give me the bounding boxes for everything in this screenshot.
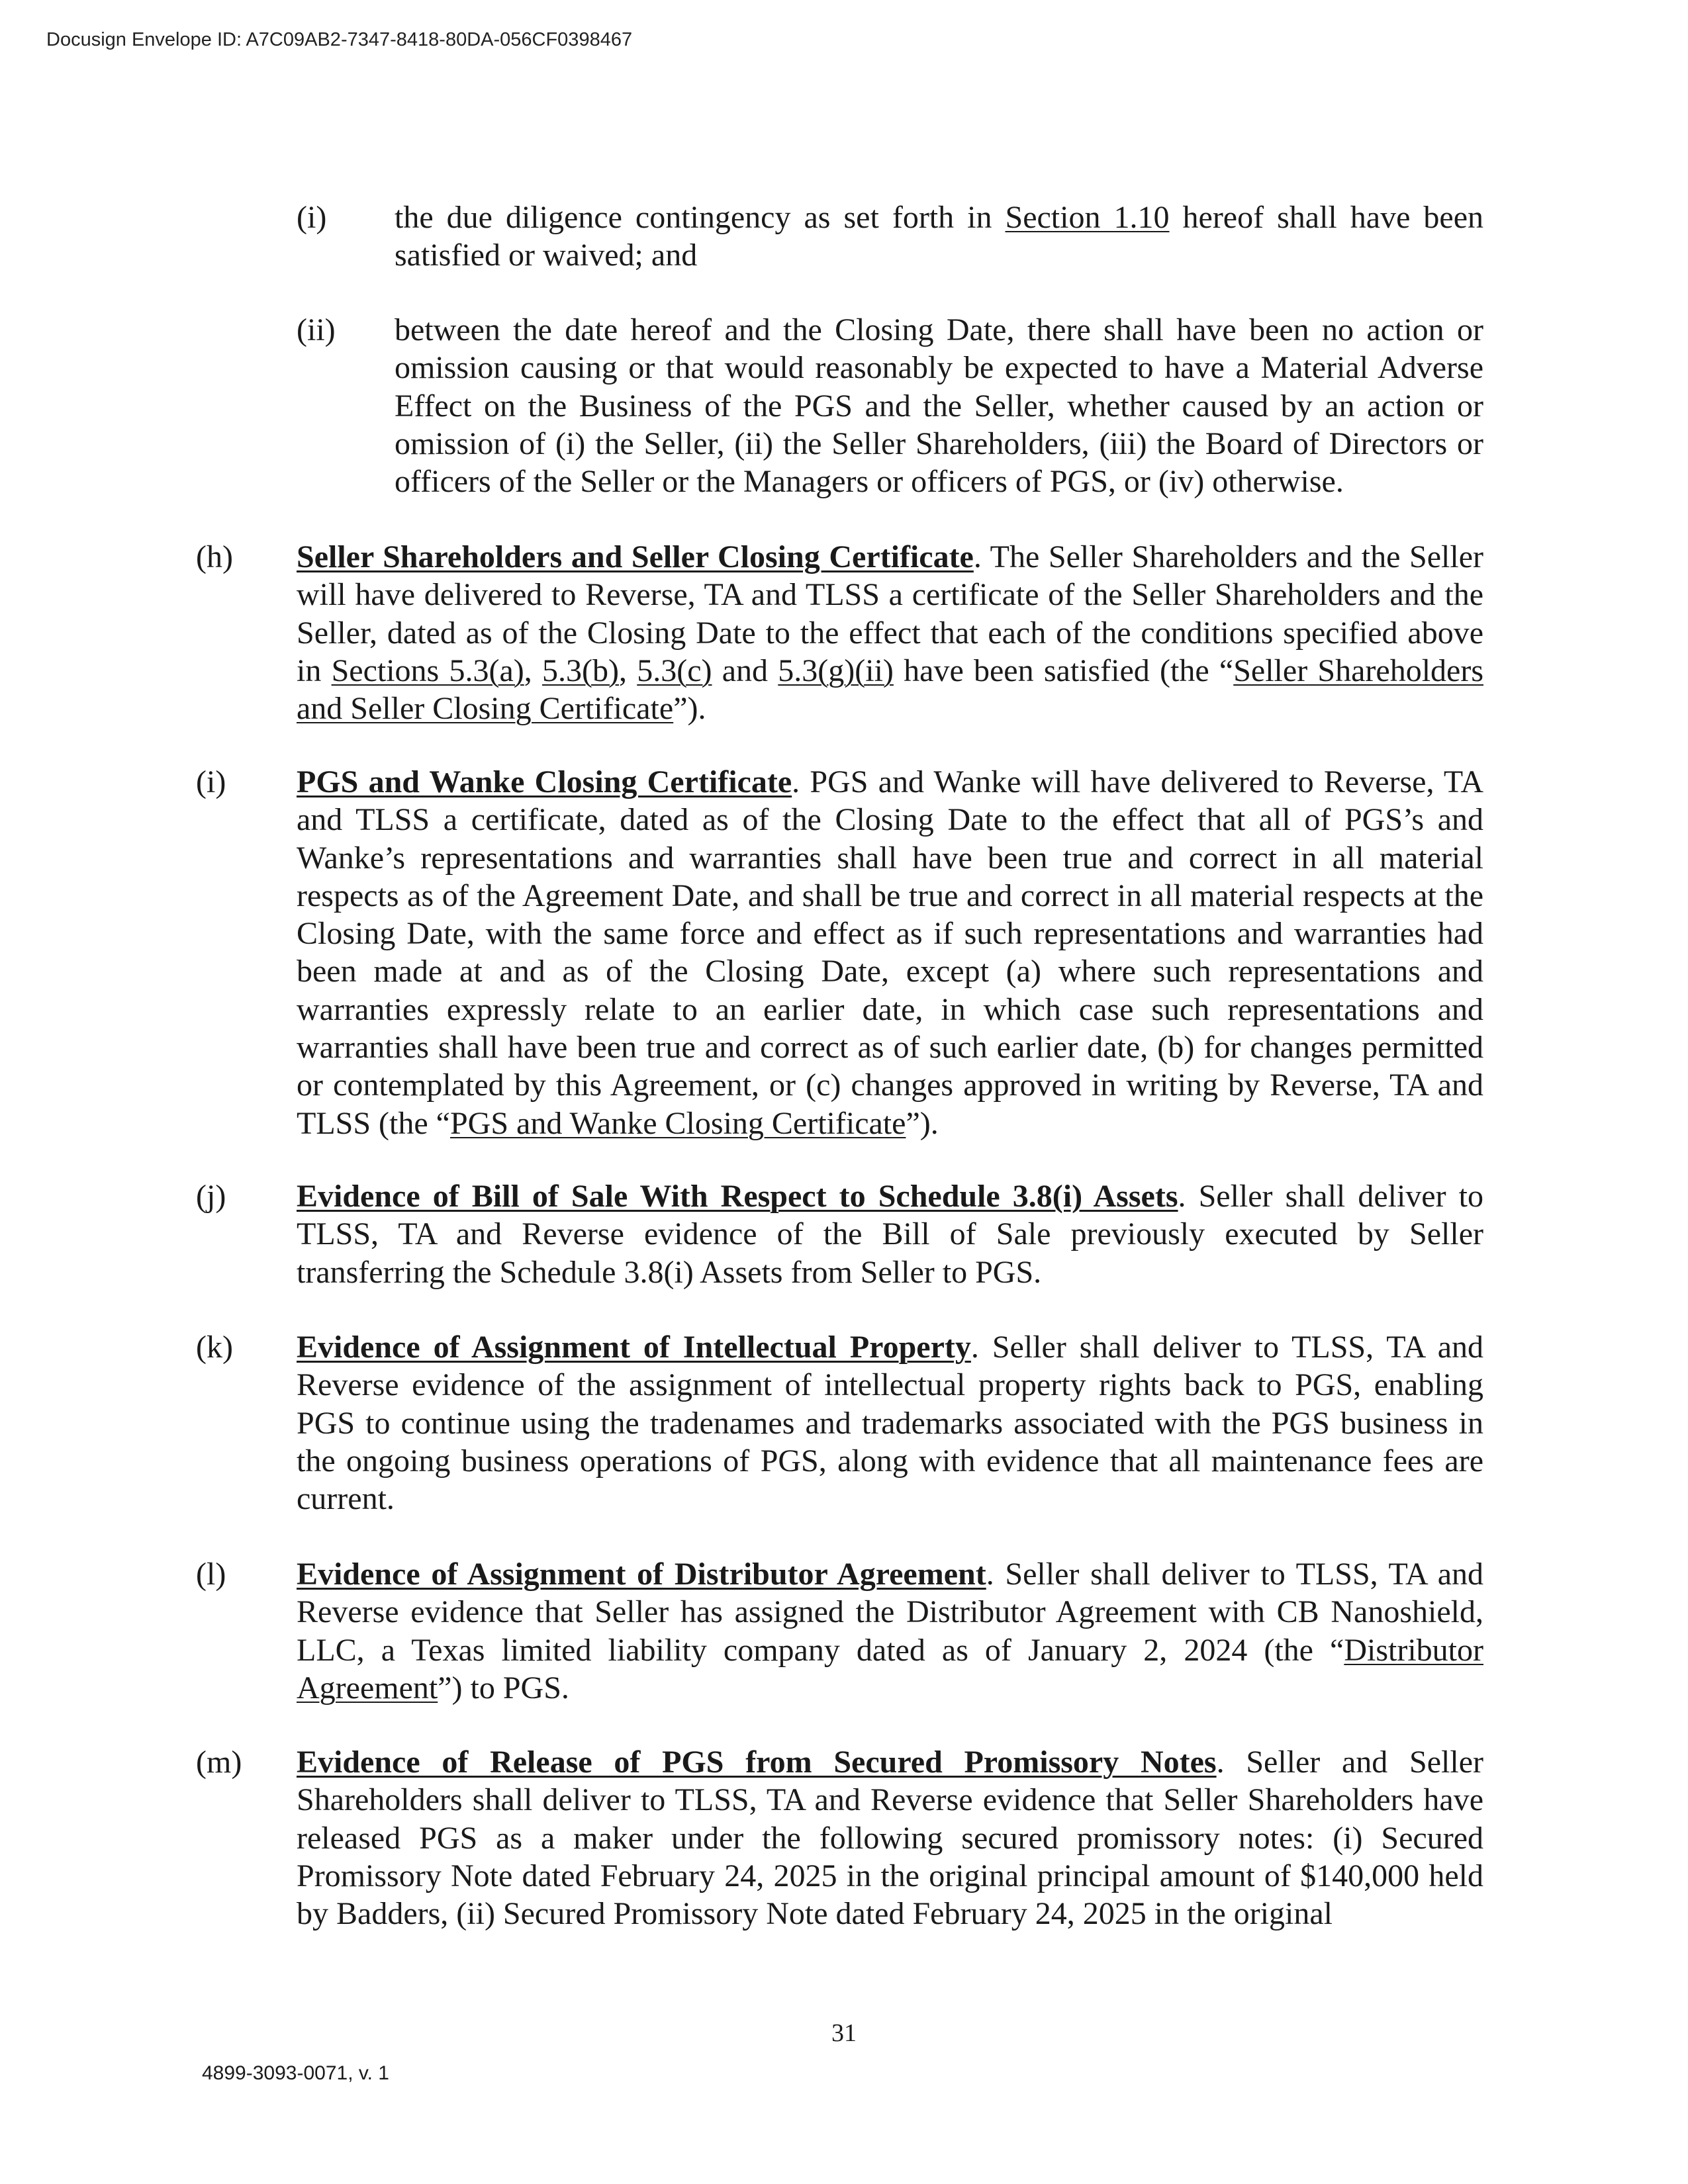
section-reference: Section 1.10: [1005, 200, 1170, 235]
subitem-text: the due diligence contingency as set forth in Section 1.10 hereof shall have been satisfied or waived; and: [395, 200, 1484, 273]
document-id: 4899-3093-0071, v. 1: [202, 2062, 389, 2084]
paragraph-number: (j): [196, 1179, 226, 1214]
defined-term: Distributor Agreement: [297, 1632, 1483, 1706]
section-reference: Sections 5.3(a): [331, 653, 524, 688]
paragraph-text: Seller Shareholders and Seller Closing Certificate. The Seller Shareholders and the Seller will have delivered to Reverse, TA and TLSS a certificate of the Seller Shareholders and the Seller, dated as of the Closing Date to the effect that each of the conditions specified above in Sections 5.3(a), 5.3(b), 5.3(c) and 5.3(g)(ii) have been satisfied (the “Seller Shareholders and Seller Closing Certificate”).: [297, 539, 1484, 727]
paragraph-heading: PGS and Wanke Closing Certificate: [297, 764, 792, 799]
paragraph-number: (m): [196, 1745, 242, 1780]
paragraph-number: (i): [196, 764, 226, 799]
paragraph-heading: Evidence of Assignment of Intellectual Property: [297, 1330, 971, 1365]
paragraph-number: (l): [196, 1557, 226, 1592]
paragraph-heading: Evidence of Release of PGS from Secured Promissory Notes: [297, 1745, 1217, 1780]
paragraph-text: Evidence of Assignment of Intellectual Property. Seller shall deliver to TLSS, TA and Reverse evidence of the assignment of intellectual property rights back to PGS, enabling PGS to continue using the tradenames and trademarks associated with the PGS business in the ongoing business operations of PGS, along with evidence that all maintenance fees are current.: [297, 1330, 1483, 1517]
paragraph-heading: Seller Shareholders and Seller Closing Certificate: [297, 539, 974, 574]
section-reference: 5.3(b): [542, 653, 619, 688]
subitem-number: (i): [297, 200, 327, 235]
defined-term: Seller Shareholders and Seller Closing Certificate: [297, 653, 1484, 727]
paragraph-heading: Evidence of Assignment of Distributor Agreement: [297, 1557, 986, 1592]
paragraph-text: Evidence of Assignment of Distributor Agreement. Seller shall deliver to TLSS, TA and Reverse evidence that Seller has assigned the Distributor Agreement with CB Nanoshield, LLC, a Texas limited liability company dated as of January 2, 2024 (the “Distributor Agreement”) to PGS.: [297, 1557, 1483, 1706]
section-reference: 5.3(g)(ii): [778, 653, 894, 688]
subitem-text: between the date hereof and the Closing Date, there shall have been no action or omission causing or that would reasonably be expected to have a Material Adverse Effect on the Business of the PGS and the Seller, whether caused by an action or omission of (i) the Seller, (ii) the Seller Shareholders, (iii) the Board of Directors or officers of the Seller or the Managers or officers of PGS, or (iv) otherwise.: [395, 312, 1483, 500]
paragraph-number: (h): [196, 539, 233, 574]
envelope-id: Docusign Envelope ID: A7C09AB2-7347-8418-80DA-056CF0398467: [46, 29, 633, 50]
paragraph-heading: Evidence of Bill of Sale With Respect to Schedule 3.8(i) Assets: [297, 1179, 1178, 1214]
paragraph-text: Evidence of Release of PGS from Secured Promissory Notes. Seller and Seller Shareholders shall deliver to TLSS, TA and Reverse evidence that Seller Shareholders have released PGS as a maker under the following secured promissory notes: (i) Secured Promissory Note dated February 24, 2025 in the original principal amount of $140,000 held by Badders, (ii) Secured Promissory Note dated February 24, 2025 in the original: [297, 1745, 1483, 1932]
subitem-ii: [297, 311, 1483, 503]
paragraph-text: Evidence of Bill of Sale With Respect to Schedule 3.8(i) Assets. Seller shall deliver to TLSS, TA and Reverse evidence of the Bill of Sale previously executed by Seller transferring the Schedule 3.8(i) Assets from Seller to PGS.: [297, 1179, 1483, 1290]
section-reference: 5.3(c): [637, 653, 712, 688]
subitem-number: (ii): [297, 312, 336, 347]
paragraph-number: (k): [196, 1330, 233, 1365]
subitem-i: [297, 199, 1483, 278]
paragraph-text: PGS and Wanke Closing Certificate. PGS and Wanke will have delivered to Reverse, TA and TLSS a certificate, dated as of the Closing Date to the effect that all of PGS’s and Wanke’s representations and warranties shall have been true and correct in all material respects as of the Agreement Date, and shall be true and correct in all material respects at the Closing Date, with the same force and effect as if such representations and warranties had been made at and as of the Closing Date, except (a) where such representations and warranties expressly relate to an earlier date, in which case such representations and warranties shall have been true and correct as of such earlier date, (b) for changes permitted or contemplated by this Agreement, or (c) changes approved in writing by Reverse, TA and TLSS (the “PGS and Wanke Closing Certificate”).: [297, 764, 1483, 1141]
defined-term: PGS and Wanke Closing Certificate: [449, 1105, 906, 1141]
page-number: 31: [831, 2019, 857, 2047]
